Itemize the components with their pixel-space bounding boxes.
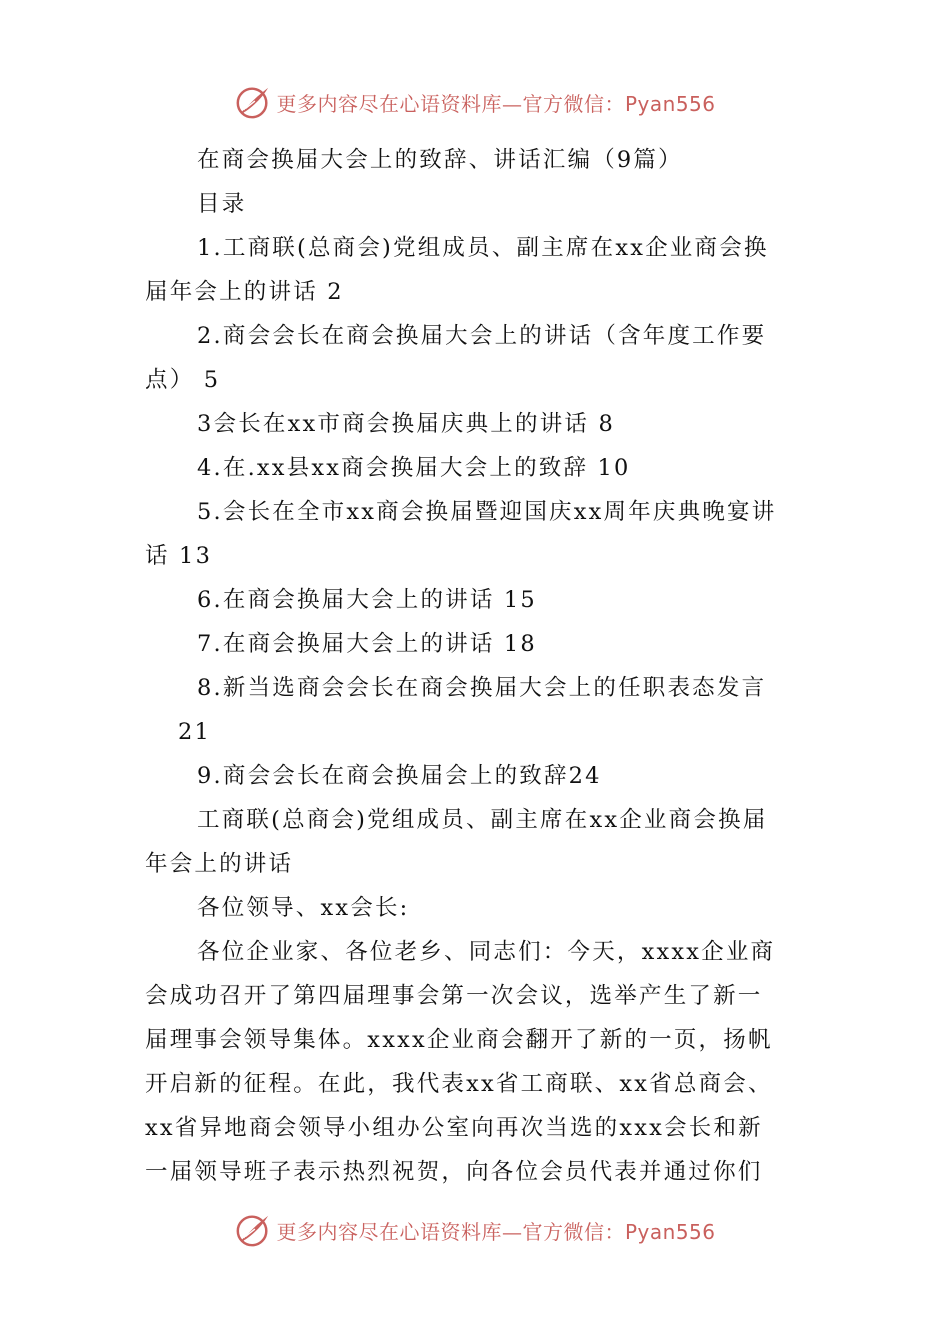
body-paragraph-line: xx省异地商会领导小组办公室向再次当选的xxx会长和新 [145, 1115, 763, 1141]
watermark-banner-top [0, 80, 950, 124]
body-paragraph-line: 一届领导班子表示热烈祝贺，向各位会员代表并通过你们 [145, 1159, 763, 1185]
toc-item: 2.商会会长在商会换届大会上的讲话（含年度工作要 [197, 323, 767, 349]
toc-item: 1.工商联(总商会)党组成员、副主席在xx企业商会换 [197, 235, 769, 261]
toc-item-continued: 点） 5 [145, 367, 221, 393]
toc-item-continued: 届年会上的讲话 2 [145, 279, 344, 305]
document-title: 在商会换届大会上的致辞、讲话汇编（9篇） [197, 147, 683, 173]
section-title: 工商联(总商会)党组成员、副主席在xx企业商会换届 [197, 807, 768, 833]
toc-item: 7.在商会换届大会上的讲话 18 [197, 631, 537, 657]
watermark-handle: Pyan556 [624, 1219, 716, 1244]
section-title-continued: 年会上的讲话 [145, 851, 294, 877]
watermark-text: 更多内容尽在心语资料库—官方微信：Pyan556 [276, 91, 716, 116]
toc-item: 5.会长在全市xx商会换届暨迎国庆xx周年庆典晚宴讲 [197, 499, 777, 525]
watermark-text: 更多内容尽在心语资料库—官方微信：Pyan556 [276, 1219, 716, 1244]
toc-item: 9.商会会长在商会换届会上的致辞24 [197, 763, 602, 789]
body-paragraph-line: 会成功召开了第四届理事会第一次会议，选举产生了新一 [145, 983, 763, 1009]
body-paragraph-line: 开启新的征程。在此，我代表xx省工商联、xx省总商会、 [145, 1071, 773, 1097]
quill-logo-icon [234, 83, 272, 121]
toc-item: 8.新当选商会会长在商会换届大会上的任职表态发言 [197, 675, 767, 701]
toc-item: 4.在.xx县xx商会换届大会上的致辞 10 [197, 455, 631, 481]
watermark-banner-bottom [0, 1208, 950, 1252]
toc-item: 6.在商会换届大会上的讲话 15 [197, 587, 537, 613]
toc-item-continued: 话 13 [145, 543, 213, 569]
quill-logo-icon [234, 1211, 272, 1249]
document-body [145, 138, 810, 1194]
toc-item-continued: 21 [178, 719, 212, 745]
toc-heading: 目录 [197, 191, 247, 217]
body-paragraph-line: 各位企业家、各位老乡、同志们：今天，xxxx企业商 [197, 939, 776, 965]
salutation: 各位领导、xx会长: [197, 895, 410, 921]
watermark-handle: Pyan556 [624, 91, 716, 116]
body-paragraph-line: 届理事会领导集体。xxxx企业商会翻开了新的一页，扬帆 [145, 1027, 773, 1053]
toc-item: 3会长在xx市商会换届庆典上的讲话 8 [197, 411, 615, 437]
